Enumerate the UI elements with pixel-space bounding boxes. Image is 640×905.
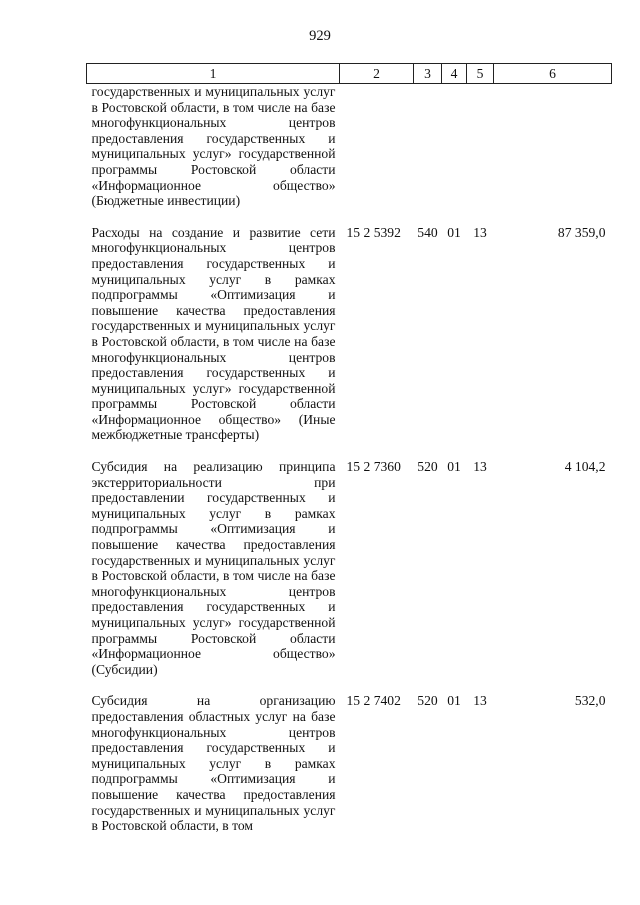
header-col-6: 6: [494, 64, 612, 84]
row-amount: 4 104,2: [564, 459, 606, 475]
row-col3: [414, 84, 442, 209]
row-col4: [442, 84, 467, 209]
header-row: [87, 64, 612, 84]
row-spacer: [87, 209, 612, 225]
table-body: [87, 84, 612, 834]
row-code: 15 2 7360: [346, 459, 401, 475]
budget-table: [86, 63, 612, 834]
table-row: [87, 693, 612, 833]
row-col5: 13: [473, 693, 487, 709]
row-col4: 01: [447, 459, 461, 475]
row-spacer: [87, 443, 612, 459]
row-code: 15 2 7402: [346, 693, 401, 709]
header-col-3: 3: [414, 64, 442, 84]
row-amount: 532,0: [574, 693, 606, 709]
table-header: [87, 64, 612, 84]
table-row: [87, 84, 612, 209]
row-col3: 520: [417, 459, 438, 475]
row-code: [340, 84, 414, 209]
row-description: Субсидия на реализацию принципа экстерриториальности при предоставлении государственных и муниципальных услуг в рамках подпрограммы «Оптимизация и повышение качества предоставления государственных и муниципальных услуг в Ростовской области, в том числе на базе многофункциональных центров предоставления государственных и муниципальных услуг» государственной программы Ростовской области «Информационное общество» (Субсидии): [91, 459, 336, 677]
row-description: государственных и муниципальных услуг в Ростовской области, в том числе на базе многофункциональных центров предоставления государственных и муниципальных услуг» государственной программы Ростовской области «Информационное общество» (Бюджетные инвестиции): [91, 84, 336, 209]
row-spacer: [87, 677, 612, 693]
row-description: Субсидия на организацию предоставления областных услуг на базе многофункциональных центров предоставления государственных и муниципальных услуг в рамках подпрограммы «Оптимизация и повышение качества предоставления государственных и муниципальных услуг в Ростовской области, в том: [91, 693, 336, 834]
row-col3: 540: [417, 224, 438, 240]
row-col5: [467, 84, 494, 209]
row-description: Расходы на создание и развитие сети многофункциональных центров предоставления государственных и муниципальных услуг в рамках подпрограммы «Оптимизация и повышение качества предоставления государственных и муниципальных услуг в Ростовской области, в том числе на базе многофункциональных центров предоставления государственных и муниципальных услуг» государственной программы Ростовской области «Информационное общество» (Иные межбюджетные трансферты): [91, 224, 336, 443]
table-row: [87, 459, 612, 677]
row-code: 15 2 5392: [346, 224, 401, 240]
header-col-2: 2: [340, 64, 414, 84]
row-col3: 520: [417, 693, 438, 709]
page-number: 929: [309, 28, 331, 44]
row-col5: 13: [473, 459, 487, 475]
row-col5: 13: [473, 224, 487, 240]
header-col-4: 4: [442, 64, 467, 84]
table-row: [87, 225, 612, 443]
row-col4: 01: [447, 693, 461, 709]
header-col-1: 1: [87, 64, 340, 84]
row-amount: [494, 84, 612, 209]
row-amount: 87 359,0: [557, 224, 606, 240]
row-col4: 01: [447, 224, 461, 240]
header-col-5: 5: [467, 64, 494, 84]
